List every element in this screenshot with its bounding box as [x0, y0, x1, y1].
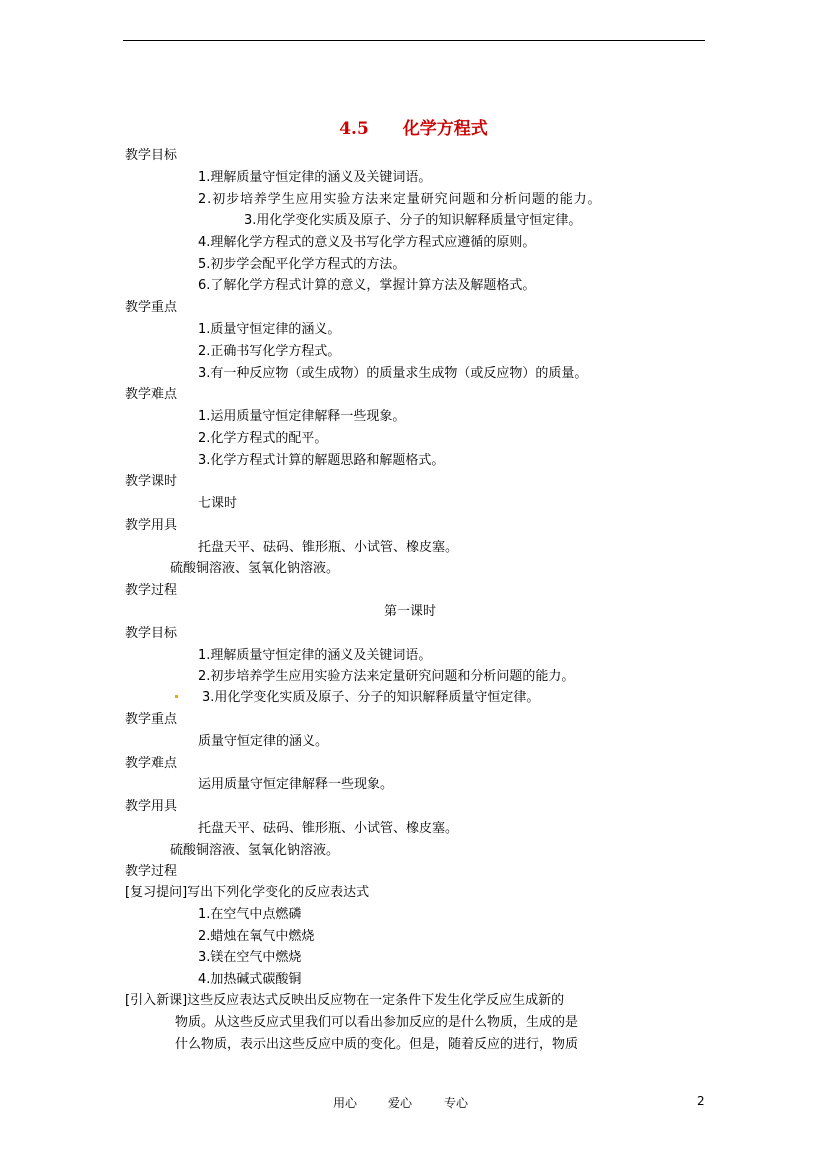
list-item: 4.理解化学方程式的意义及书写化学方程式应遵循的原则。 — [198, 235, 536, 250]
list-item: 3.化学方程式计算的解题思路和解题格式。 — [198, 453, 445, 468]
list-item: 1.理解质量守恒定律的涵义及关键词语。 — [198, 648, 432, 663]
paragraph: 运用质量守恒定律解释一些现象。 — [198, 777, 394, 792]
paragraph: 硫酸铜溶液、氢氧化钠溶液。 — [170, 561, 340, 576]
list-item: 4.加热碱式碳酸铜 — [198, 972, 302, 987]
section-heading: 教学难点 — [125, 387, 178, 402]
list-item: 1.理解质量守恒定律的涵义及关键词语。 — [198, 170, 432, 185]
header-rule — [123, 40, 705, 41]
section-heading: 教学过程 — [125, 864, 178, 879]
footer-label: 专心 — [444, 1096, 469, 1110]
list-item: 5.初步学会配平化学方程式的方法。 — [198, 257, 406, 272]
section-heading: 教学用具 — [125, 799, 178, 814]
paragraph: 七课时 — [198, 496, 238, 511]
page-title — [0, 114, 827, 139]
section-heading: 教学重点 — [125, 712, 178, 727]
section-heading: 教学难点 — [125, 756, 178, 771]
stray-dot — [175, 695, 178, 698]
list-item: 2.正确书写化学方程式。 — [198, 344, 341, 359]
list-item: 2.化学方程式的配平。 — [198, 431, 328, 446]
list-item: 3.有一种反应物（或生成物）的质量求生成物（或反应物）的质量。 — [198, 366, 588, 381]
list-item: 3.用化学变化实质及原子、分子的知识解释质量守恒定律。 — [202, 690, 540, 705]
page-number: 2 — [697, 1094, 705, 1108]
paragraph: 物质。从这些反应式里我们可以看出参加反应的是什么物质，生成的是 — [175, 1015, 579, 1030]
list-item: 2.初步培养学生应用实验方法来定量研究问题和分析问题的能力。 — [198, 192, 602, 207]
paragraph: 硫酸铜溶液、氢氧化钠溶液。 — [170, 843, 340, 858]
section-heading: 教学重点 — [125, 300, 178, 315]
list-item: 2.蜡烛在氧气中燃烧 — [198, 929, 315, 944]
list-item: 3.用化学变化实质及原子、分子的知识解释质量守恒定律。 — [244, 213, 582, 228]
section-heading: 教学课时 — [125, 474, 178, 489]
title-text: 化学方程式 — [402, 119, 488, 139]
list-item: 1.运用质量守恒定律解释一些现象。 — [198, 409, 406, 424]
list-item: 6.了解化学方程式计算的意义，掌握计算方法及解题格式。 — [198, 278, 536, 293]
paragraph: 质量守恒定律的涵义。 — [198, 734, 329, 749]
list-item: 2.初步培养学生应用实验方法来定量研究问题和分析问题的能力。 — [198, 669, 575, 684]
footer-label: 用心 — [333, 1096, 358, 1110]
section-heading: 教学用具 — [125, 518, 178, 533]
title-number: 4.5 — [339, 119, 369, 139]
footer-label: 爱心 — [388, 1096, 413, 1110]
section-heading: 教学目标 — [125, 626, 178, 641]
section-heading: 教学目标 — [125, 148, 178, 163]
paragraph: 托盘天平、砝码、锥形瓶、小试管、橡皮塞。 — [198, 821, 459, 836]
subsection-title: 第一课时 — [384, 604, 437, 619]
list-item: 1.在空气中点燃磷 — [198, 907, 302, 922]
paragraph: [引入新课]这些反应表达式反映出反应物在一定条件下发生化学反应生成新的 — [125, 993, 565, 1008]
section-heading: 教学过程 — [125, 583, 178, 598]
paragraph: 什么物质，表示出这些反应中质的变化。但是，随着反应的进行，物质 — [175, 1037, 579, 1052]
paragraph: 托盘天平、砝码、锥形瓶、小试管、橡皮塞。 — [198, 540, 459, 555]
list-item: 1.质量守恒定律的涵义。 — [198, 322, 341, 337]
paragraph: [复习提问]写出下列化学变化的反应表达式 — [125, 885, 370, 900]
list-item: 3.镁在空气中燃烧 — [198, 950, 302, 965]
